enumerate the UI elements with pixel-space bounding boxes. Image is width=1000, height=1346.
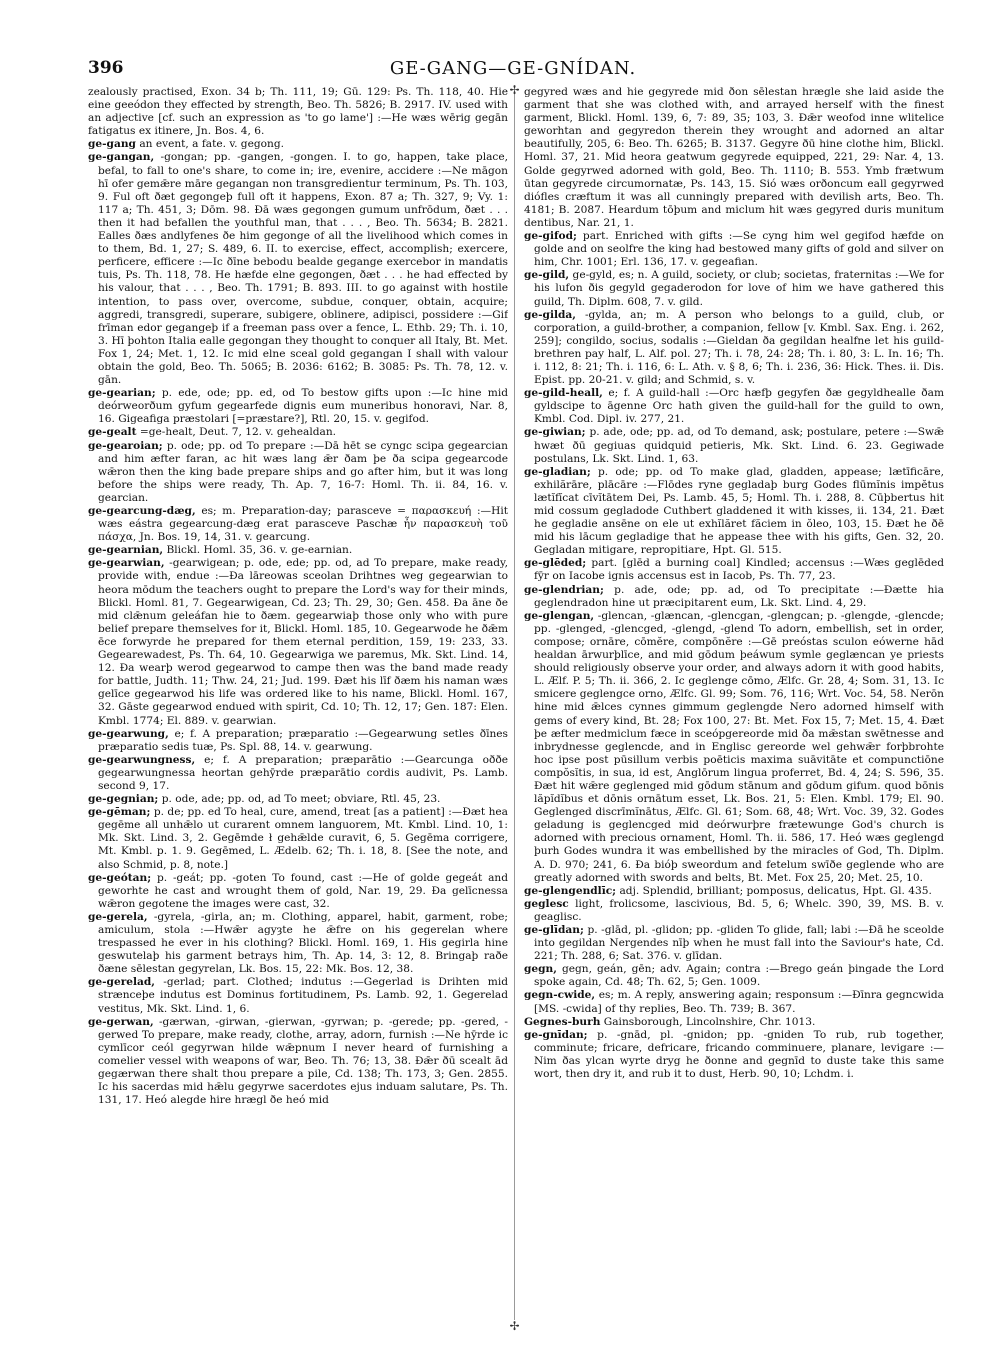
cross-mark-icon: ✢ xyxy=(509,83,520,97)
entry-definition: p. ade, ode; pp. ad, od To precipitate :—Ðætte hia geglendradon hine ut præcipitarent eum, Lk. Skt. Lind. 4, 29. xyxy=(534,583,944,609)
entry-definition: e; f. A preparation; præparatio :—Gegearwung setles ðīnes præparatio sedis tuæ, Ps. Spl. 88, 14. v. gearwung. xyxy=(98,727,508,753)
entry-definition: p. ode; pp. od To prepare :—Dā hēt se cyngc scipa gegearcian and him æfter faran, ac hit wæs lang ǣr ðam þe ða scipa gegearcode wǣron then the king bade prepare ships and go after him, but it was long before the ships were ready, Th. Ap. 7, 16-7: Homl. Th. ii. 84, 16. v. gearcian. xyxy=(98,439,508,504)
dictionary-entry xyxy=(88,557,508,727)
running-head: GE-GANG—GE-GNÍDAN. xyxy=(389,58,637,79)
entry-definition: p. -glād, pl. -glidon; pp. -gliden To glide, fall; labi :—Ðā he sceolde into gegildan Nergendes nīþ when he must fall into the Saviour's hate, Cd. 221; Th. 288, 6; Sat. 376. v. glīdan. xyxy=(534,924,944,963)
entry-headword: ge-gegnian; xyxy=(88,793,159,806)
dictionary-entry xyxy=(88,728,508,754)
entry-headword: ge-glendrian; xyxy=(524,583,604,596)
dictionary-entry xyxy=(524,1016,944,1029)
dictionary-entry xyxy=(88,872,508,911)
entry-headword: ge-gang xyxy=(88,138,136,151)
dictionary-entry xyxy=(524,989,944,1015)
dictionary-entry xyxy=(524,557,944,583)
entry-definition: =ge-healt, Deut. 7, 12. v. gehealdan. xyxy=(139,426,337,439)
entry-headword: ge-gēman; xyxy=(88,806,151,819)
entry-definition: e; f. A guild-hall :—Orc hæfþ gegyfen ðæ gegyldhealle ðam gyldscipe to āgenne Orc hath given the guild-hall for the guild to own, Kmbl. Cod. Dipl. iv. 277, 21. xyxy=(534,387,944,426)
entry-definition: e; f. A preparation; præparātio :—Gearcunga oððe gegearwungnessa heortan gehȳrde præparātio cordis audivit, Ps. Lamb. second 9, 17. xyxy=(98,753,508,792)
entry-definition: light, frolicsome, lascivious, Bd. 5, 6; Whelc. 390, 39, MS. B. v. geaglisc. xyxy=(534,897,944,923)
entry-definition: adj. Splendid, brilliant; pomposus, delicatus, Hpt. Gl. 435. xyxy=(619,884,932,897)
entry-definition: gegyred wæs and hie gegyrede mid ðon sēlestan hrægle she laid aside the garment that she was clothed with, and arrayed herself with the finest garment, Blickl. Homl. 139, 6, 7: 89, 35; 103, 3. Ðǣr weofod inne wlitelice geworhtan and gegyredon therein they wrought and adorned an altar beautifully, 205, 6: Beo. Th. 6265; B. 3137. Gegyre ðū hine clothe him, Blickl. Homl. 37, 21. Mid heora geatwum gegyrede equipped, 221, 29: Nar. 4, 13. Golde gegyrwed adorned with gold, Beo. Th. 1110; B. 553. Ymb frætwum ūtan gegyrede circumornatæ, Ps. 143, 15. Sió wæs orðoncum eall gegyrwed diófles cræftum it was all cunningly prepared with devilish arts, Beo. Th. 4181; B. 2087. Heardum tōþum and miclum hit wæs gegyred duris munitum dentibus, Nar. 21, 1. xyxy=(524,86,944,229)
entry-definition: Gainsborough, Lincolnshire, Chr. 1013. xyxy=(603,1015,816,1028)
entry-headword: gegn-cwide, xyxy=(524,989,596,1002)
dictionary-entry xyxy=(524,584,944,610)
dictionary-entry xyxy=(88,806,508,871)
entry-definition: p. -gnād, pl. -gnidon; pp. -gniden To rub, rub together, comminute; fricare, defricare, fricando comminuere, planare, levigare :—Nim ðas ylcan wyrte dryg he ðonne and gegnīd to duste take this same wort, then dry it, and rub it to dust, Herb. 90, 10; Lchdm. i. xyxy=(534,1028,944,1081)
right-column xyxy=(524,86,944,1324)
entry-headword: ge-gifod; xyxy=(524,230,577,243)
entry-headword: ge-gerwan, xyxy=(88,1015,154,1028)
dictionary-entry xyxy=(88,1016,508,1108)
entry-headword: ge-giwian; xyxy=(524,426,586,439)
dictionary-entry xyxy=(524,230,944,269)
entry-headword: Gegnes-burh xyxy=(524,1015,601,1028)
entry-definition: p. ede, ode; pp. ed, od To bestow gifts upon :—Ic hine mid deórweorðum gyfum gegearfede dignis eum muneribus honoravi, Nar. 8, 16. Gigeafiga præstolari [=præstare?], Rtl. 20, 15. v. gegifod. xyxy=(98,387,508,426)
entry-headword: ge-gearcung-dæg, xyxy=(88,505,196,517)
entry-definition: zealously practised, Exon. 34 b; Th. 111, 19; Gū. 129: Ps. Th. 118, 40. Hie eine geeódon they effected by strength, Beo. Th. 5826; B. 2917. IV. used with an adjective [cf. such an expression as 'to go lame'] :—He wæs wērig gegān fatigatus ex itinere, Jn. Bos. 4, 6. xyxy=(88,86,508,138)
dictionary-entry xyxy=(524,885,944,898)
dictionary-entry xyxy=(524,309,944,388)
entry-definition: es; m. Preparation-day; parasceve = παρασκευή :—Hit wæs eástra gegearcung-dæg erat parasceve Paschæ ἦν παρασκευὴ τοῦ πάσχα, Jn. Bos. 19, 14, 31. v. gearcung. xyxy=(98,505,508,544)
entry-headword: ge-gladian; xyxy=(524,465,591,478)
entry-headword: ge-gearwung, xyxy=(88,727,169,740)
entry-headword: ge-gearwungness, xyxy=(88,753,196,766)
entry-headword: ge-gearoian; xyxy=(88,439,163,452)
dictionary-entry xyxy=(524,269,944,308)
page-header xyxy=(88,58,938,82)
dictionary-entry xyxy=(524,898,944,924)
entry-headword: ge-glīdan; xyxy=(524,924,584,936)
dictionary-entry xyxy=(524,387,944,426)
entry-definition: -gearwigean; p. ode, ede; pp. od, ad To prepare, make ready, provide with, endue :—Ða lāreowas sceolan Drihtnes weg gegearwian to heora mōdum the teachers ought to prepare the Lord's way for their minds, Blickl. Homl. 81, 7. Gegearwigean, Cd. 23; Th. 29, 30; Gen. 458. Ða āne ðe mid clǣnum geleáfan hie to ðæm. gegearwiaþ those only who with pure belief prepare themselves for it, Blickl. Homl. 185, 10. Gegearwode he ðǣm ēce forwyrde he prepared for them eternal perdition, 159, 19: 233, 33. Gegearewadest, Ps. Th. 64, 10. Gegearwiga we paremus, Mk. Skt. Lind. 14, 12. Ða wearþ werod gegearwod to campe then was the band made ready for battle, Judth. 11; Thw. 24, 21; Jud. 199. Ðæt his līf ðæm his naman wæs gelīce gegearwod his life was ordered like to his name, Blickl. Homl. 167, 32. Gāste gegearwod endued with spirit, Cd. 10; Th. 12, 17; Gen. 187: Elen. Kmbl. 1774; El. 889. v. gearwian. xyxy=(98,557,508,727)
entry-definition: -gylda, an; m. A person who belongs to a guild, club, or corporation, a guild-brother, a companion, fellow [v. Kmbl. Sax. Eng. i. 262, 259]; congildo, socius, sodalis :—Gieldan ða gegildan healfne let his guild-brethren pay half, L. Alf. pol. 27; Th. i. 78, 24: 28; Th. i. 80, 3: L. In. 16; Th. i. 112, 8: 21; Th. i. 116, 6: L. Ath. v. § 8, 6; Th. i. 236, 36: Hick. Thes. ii. Dis. Epist. pp. 20-21. v. gild; and Schmid, s. v. xyxy=(534,308,944,387)
dictionary-entry xyxy=(88,440,508,505)
entry-definition: es; m. A reply, answering again; responsum :—Ðīnra gegncwida [MS. -cwida] of thy replies, Beo. Th. 739; B. 367. xyxy=(534,989,944,1015)
left-column xyxy=(88,86,508,1324)
entry-definition: p. -geát; pp. -goten To found, cast :—He of golde gegeát and geworhte he cast and wrought them of gold, Nar. 19, 29. Ða gelīcnessa wǣron gegotene the images were cast, 32. xyxy=(98,871,508,910)
entry-headword: ge-gangan, xyxy=(88,151,155,164)
dictionary-entry xyxy=(88,505,508,544)
page-number: 396 xyxy=(88,58,124,78)
dictionary-entry xyxy=(88,754,508,793)
entry-definition: p. de; pp. ed To heal, cure, amend, treat [as a patient] :—Ðæt hea gegēme all unhǣlo ut curarent omnem languorem, Mt. Kmbl. Lind. 10, 1: Mk. Skt. Lind. 3, 2. Gegēmde ł gehǣlde curavit, 6, 5. Gegēma corrigere, Mt. Kmbl. p. 1. 9. Gegēmed, L. Ædelb. 62; Th. i. 18, 8. [See the note, and also Schmid, p. 8, note.] xyxy=(98,806,508,871)
entry-headword: geglesc xyxy=(524,897,569,910)
dictionary-entry xyxy=(524,426,944,465)
entry-definition: -gongan; pp. -gangen, -gongen. I. to go, happen, take place, befal, to fall to one's share, to come in; ire, evenire, accidere :—Ne māgon hī ofer gemǣre māre gegangan non transgredientur terminum, Ps. Th. 103, 9. Ful oft ðæt gegongeþ full oft it happens, Exon. 87 a; Th. 327, 9; Vy. 1: 117 a; Th. 451, 3; Dōm. 98. Ðā wæs gegongen gumum unfrōdum, ðæt . . . then it had befallen the youthful man, that . . . , Beo. Th. 5634; B. 2821. Ealles ðæs andlyfenes ðe him gegonge of all the livelihood which comes in to them, Bd. 1, 27; S. 489, 6. II. to exercise, effect, accomplish; exercere, perficere, efficere :—Ic ðīne bebodu bealde gegange exercebor in mandatis tuis, Ps. Th. 118, 78. He hæfde elne gegongen, ðæt . . . he had effected by his valour, that . . . , Beo. Th. 1791; B. 893. III. to go against with hostile intention, to pass over, overcome, subdue, conquer, obtain, acquire; aggredi, transgredi, superare, subigere, oblinere, adipisci, possidere :—Gif frīman edor gegangeþ if a freeman pass over a fence, L. Ethb. 29; Th. i. 10, 3. Hī þohton Italia ealle gegongan they thought to conquer all Italy, Bt. Met. Fox 1, 24; Met. 1, 12. Ic mid elne sceal gold gegangan I shall with valour obtain the gold, Beo. Th. 5065; B. 2036: 6162; B. 3085: Ps. Th. 78, 12. v. gān. xyxy=(98,151,508,387)
entry-definition: -glencan, -glæncan, -glencgan, -glengcan; p. -glengde, -glencde; pp. -glenged, -glencged, -glengd, -glend To adorn, embellish, set in order, compose; ornāre, cōmĕre, compōnĕre :—Gē preóstas sculon eówerne hād healdan ārwurþlīce, and mid gōdum þeáwum symle geglæncan ye priests should religiously observe your order, and always adorn it with good habits, L. Ælf. P. 5; Th. ii. 366, 2. Ic geglenge cōmo, Ælfc. Gr. 28, 4; Som. 31, 13. Ic smicere geglengce orno, Ælfc. Gl. 99; Som. 76, 116; Wrt. Voc. 54, 58. Nerōn hine mid ǣlces cynnes gimmum geglengde Nero adorned himself with gems of every kind, Bt. 28; Fox 100, 27: Bt. Met. Fox 15, 7; Met. 15, 4. Ðæt þe æfter medmiclum fæce in sceópgereorde mid ða mǣstan swētnesse and inbrydnesse geglencde, and in Englisc gereorde wel gehwǣr forþbrohte hoc ipse post pūsillum verbis poēticis maxima suāvitāte et compunctiōne compŏsĭtis, in sua, id est, Anglōrum lingua proferret, Bd. 4, 24; S. 596, 35. Ðæt hit wǣre geglenged mid gōdum stānum and gōdum gifum. quod bōnis lăpĭdĭbus et dōnis ornātum esset, Lk. Bos. 21, 5: Elen. Kmbl. 179; El. 90. Geglenged discrīmĭnātus, Ælfc. Gl. 61; Som. 68, 48; Wrt. Voc. 39, 32. Godes geladung is geglencged mid deórwurþre frætewunge God's church is adorned with precious ornament, Homl. Th. ii. 586, 17. Heó wæs geglengd þurh Godes wundra it was embellished by the miracles of God, Th. Diplm. A. D. 970; 241, 6. Ða bióþ sweordum and fetelum swīðe geglende who are greatly adorned with swords and belts, Bt. Met. Fox 25, 20; Met. 25, 10. xyxy=(534,609,944,884)
entry-definition: part. [glēd a burning coal] Kindled; accensus :—Wæs geglēded fȳr on Iacobe ignis accensus est in Iacob, Ps. Th. 77, 23. xyxy=(534,557,944,583)
dictionary-entry xyxy=(88,387,508,426)
dictionary-entry xyxy=(524,466,944,558)
cross-mark-icon: ✢ xyxy=(509,1319,520,1333)
entry-headword: ge-gild-heall, xyxy=(524,387,603,400)
dictionary-entry xyxy=(88,86,508,138)
dictionary-entry xyxy=(524,610,944,885)
entry-headword: ge-glēded; xyxy=(524,557,587,570)
entry-headword: gegn, xyxy=(524,963,557,976)
dictionary-entry xyxy=(524,963,944,989)
dictionary-entry xyxy=(88,911,508,976)
entry-headword: ge-gild, xyxy=(524,269,570,282)
entry-headword: ge-gearnian, xyxy=(88,544,164,557)
entry-headword: ge-gilda, xyxy=(524,308,576,321)
entry-headword: ge-geótan; xyxy=(88,871,152,884)
entry-headword: ge-gerelad, xyxy=(88,976,155,989)
dictionary-entry xyxy=(524,86,944,230)
entry-definition: Blickl. Homl. 35, 36. v. ge-earnian. xyxy=(166,544,353,557)
dictionary-entry xyxy=(88,793,508,806)
entry-headword: ge-gnīdan; xyxy=(524,1028,588,1041)
entry-headword: ge-gealt xyxy=(88,426,137,439)
entry-definition: part. Enriched with gifts :—Se cyng him wel gegifod hæfde on golde and on seolfre the king had bestowed many gifts of gold and silver on him, Chr. 1001; Erl. 136, 17. v. gegeafian. xyxy=(534,230,944,269)
entry-definition: an event, a fate. v. gegong. xyxy=(139,138,284,151)
entry-definition: gegn, geán, gēn; adv. Again; contra :—Brego geán þingade the Lord spoke again, Cd. 48; Th. 62, 5; Gen. 1009. xyxy=(534,963,944,989)
entry-headword: ge-gearwian, xyxy=(88,557,165,570)
entry-definition: p. ode, ade; pp. od, ad To meet; obviare, Rtl. 45, 23. xyxy=(161,793,441,806)
entry-definition: p. ode; pp. od To make glad, gladden, appease; lætīficāre, exhilărāre, plācāre :—Flōdes ryne gegladaþ burg Godes flūmĭnis impĕtus lætĭfĭcat cīvĭtātem Dei, Ps. Lamb. 45, 5; Homl. Th. i. 288, 8. Cūþbertus hit mid cossum gegladode Cuthbert gladdened it with kisses, ii. 134, 21. Ðæt he gegladie ansēne on ele ut exhĭlăret făciem in ŏleo, 103, 15. Ðæt he ðē mid his lācum gegladige that he appease thee with his gifts, Gen. 32, 20. Gegladan mitigare, repropitiare, Hpt. Gl. 515. xyxy=(534,465,944,557)
dictionary-entry xyxy=(88,426,508,439)
entry-headword: ge-gearian; xyxy=(88,387,156,400)
entry-headword: ge-glengan, xyxy=(524,609,595,622)
entry-definition: p. ade, ode; pp. ad, od To demand, ask; postulare, petere :—Swǣ hwæt ðū gegiuas quidquid petieris, Mk. Skt. Lind. 6. 23. Gegiwade postulans, Lk. Skt. Lind. 1, 63. xyxy=(534,426,944,465)
dictionary-entry xyxy=(88,976,508,1015)
dictionary-entry xyxy=(88,151,508,387)
dictionary-entry xyxy=(88,138,508,151)
entry-definition: -gyrela, -girla, an; m. Clothing, apparel, habit, garment, robe; amiculum, stola :—Hwǣr agyȝte he ǣfre on his gegerelan where trespassed he ever in his clothing? Blickl. Homl. 169, 1. His gegirla hine geswutelaþ his garment betrays him, Th. Ap. 14, 3: 12, 8. Bringaþ raðe ðæne sēlestan gegyrelan, Lk. Bos. 15, 22: Mk. Bos. 12, 38. xyxy=(98,910,508,976)
dictionary-entry xyxy=(88,544,508,557)
entry-definition: ge-gyld, es; n. A guild, society, or club; societas, fraternitas :—We for his lufon ðis gegyld gegaderodon for love of him we have gathered this guild, Th. Diplm. 608, 7. v. gild. xyxy=(534,269,944,308)
entry-definition: -gerlad; part. Clothed; indutus :—Gegerlad is Drihten mid strænceþe indutus est Dominus fortitudinem, Ps. Lamb. 92, 1. Gegerelad vestitus, Mk. Skt. Lind. 1, 6. xyxy=(98,976,508,1015)
entry-headword: ge-gerela, xyxy=(88,910,148,923)
entry-definition: -gærwan, -girwan, -gierwan, -gyrwan; p. -gerede; pp. -gered, -gerwed To prepare, make ready, clothe, array, adorn, furnish :—Ne hȳrde ic cymlīcor ceól gegyrwan hilde wǣpnum I never heard of furnishing a comelier vessel with weapons of war, Beo. Th. 76; 13, 38. Ðǣr ðū scealt ād gegærwan there shalt thou prepare a pile, Cd. 138; Th. 173, 3; Gen. 2855. Ic his sacerdas mid hǣlu gegyrwe sacerdotes ejus induam salutare, Ps. Th. 131, 17. Heó alegde hire hrægl ðe heó mid xyxy=(98,1015,508,1107)
entry-headword: ge-glengendlīc; xyxy=(524,884,617,897)
column-divider xyxy=(514,92,515,1320)
dictionary-entry xyxy=(524,1029,944,1081)
dictionary-entry xyxy=(524,924,944,963)
